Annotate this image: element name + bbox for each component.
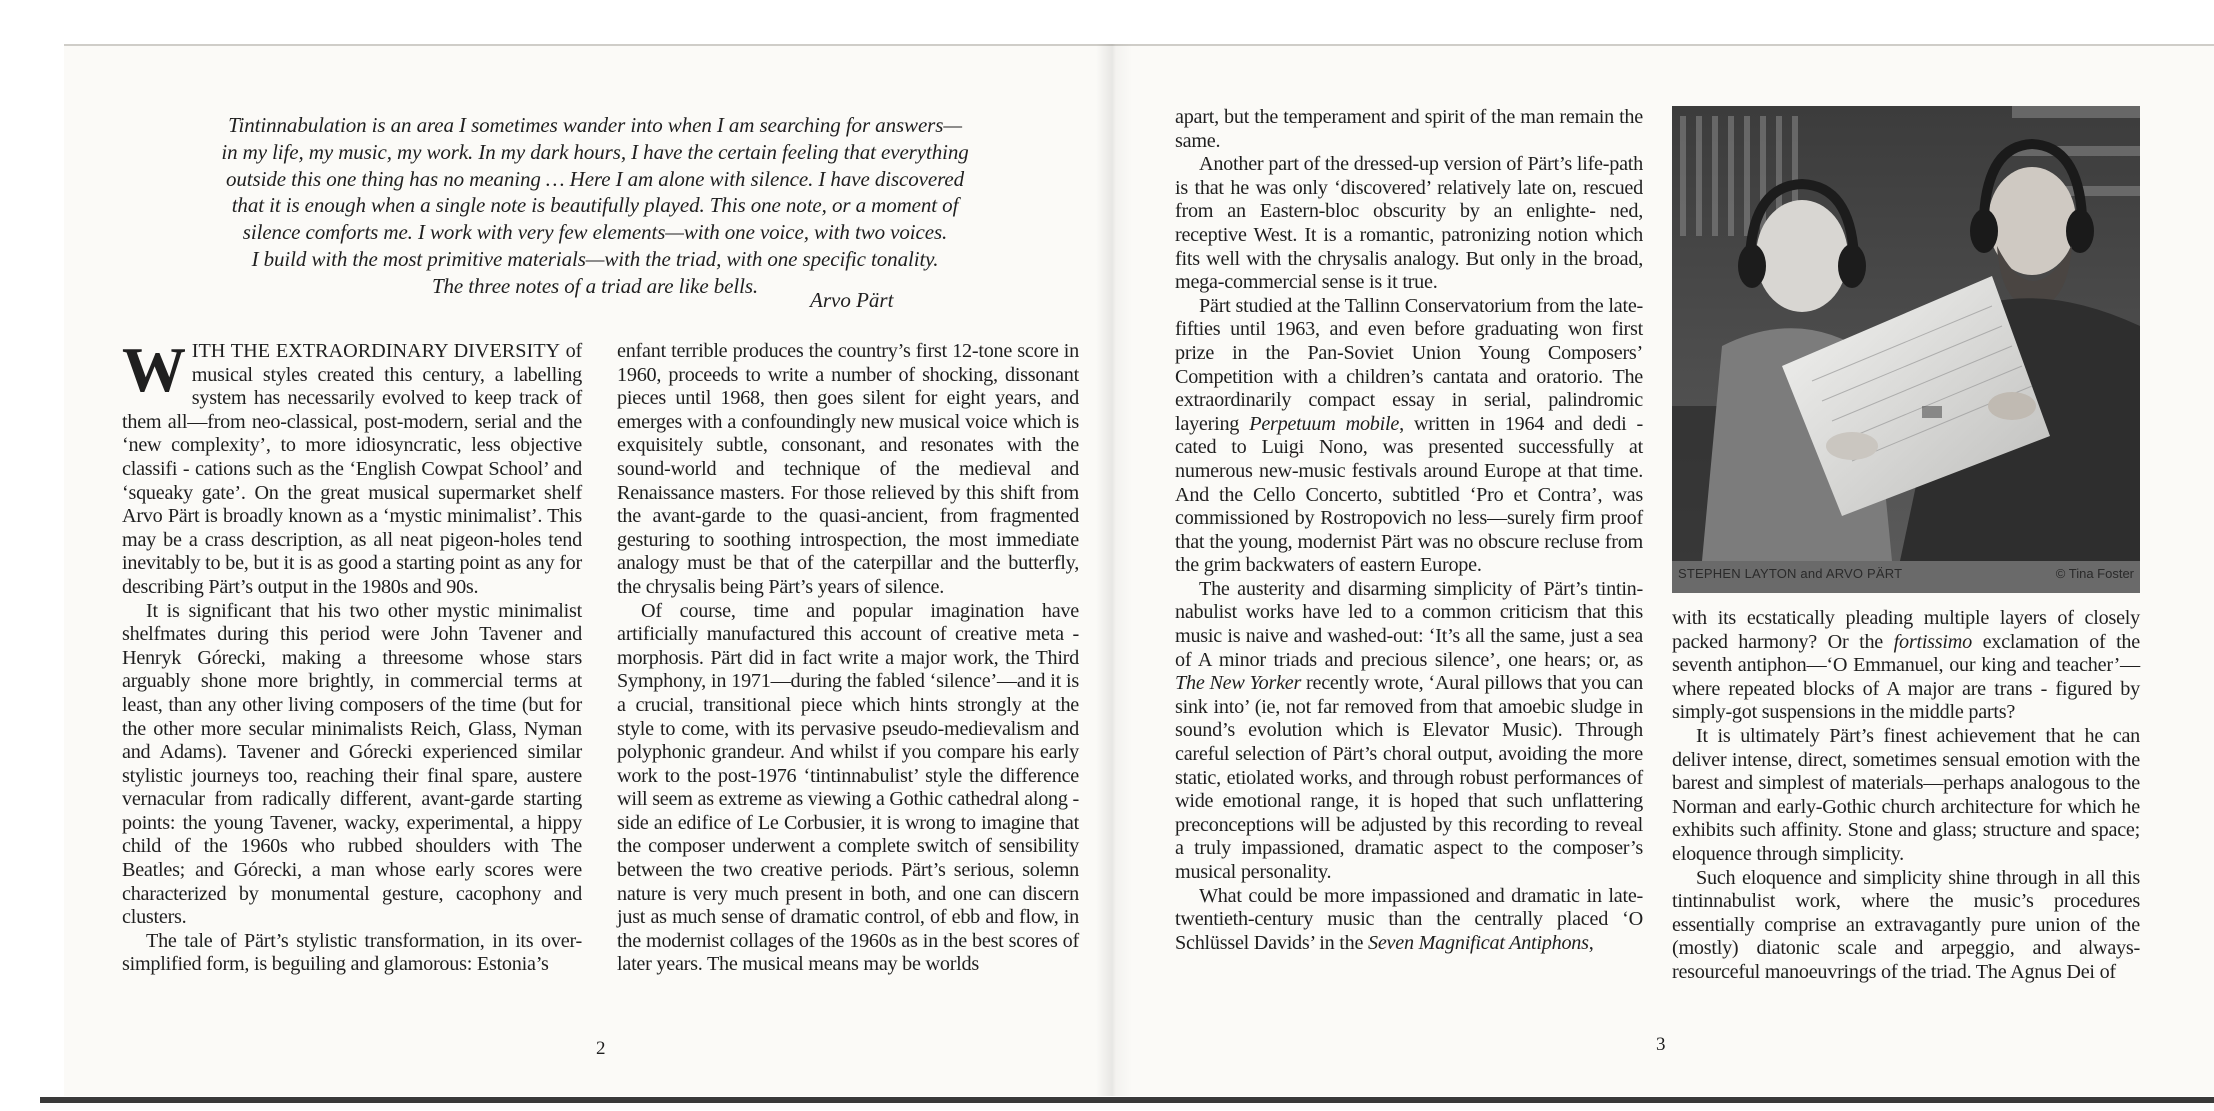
right-page-column-2 — [1672, 607, 2140, 985]
paragraph: apart, but the temperament and spirit of the man remain the same. — [1175, 106, 1643, 152]
page-number-right: 3 — [1656, 1034, 1666, 1055]
paragraph: The tale of Pärt’s stylistic transformation, in its over-simplified form, is beguiling and glamorous: Estonia’s — [122, 929, 582, 976]
paragraph-text: What could be more impassioned and dramatic in late-twentieth-century music than the centrally placed ‘O Schlüssel Davids’ in the — [1175, 884, 1643, 954]
left-page-column-1 — [122, 334, 582, 977]
paragraph: Another part of the dressed-up version of Pärt’s life-path is that he was only ‘discovered’ relatively late on, rescued from an Eastern-bloc obscurity by an enlighte- ned, receptive West. It is a romantic, patronizing notion which fits well with the chrysalis analogy. But only in the broad, mega-commercial sense is it true. — [1175, 153, 1643, 294]
paragraph — [1175, 578, 1643, 885]
paragraph — [1672, 607, 2140, 725]
photo-caption — [1672, 566, 2140, 588]
paragraph — [1175, 295, 1643, 578]
booklet-top-edge — [64, 44, 2214, 46]
page-number-left: 2 — [596, 1038, 606, 1059]
opening-small-caps: ITH THE EXTRAORDINARY DIVERSITY — [191, 340, 561, 362]
photo-caption-subjects: STEPHEN LAYTON and ARVO PÄRT — [1678, 566, 1903, 581]
paragraph: Such eloquence and simplicity shine through in all this tintinnabulist work, where the music’s procedures essentially comprise an extravagantly pure union of the (mostly) diatonic scale and arpeggio, and always- resourceful manoeuvrings of the triad. The Agnus Dei of — [1672, 866, 2140, 983]
quote-line: that it is enough when a single note is beautifully played. This one note, or a moment of — [231, 193, 959, 218]
paragraph-text: recently wrote, ‘Aural pillows that you can sink into’ (ie, not far removed from that amoebic sludge in sound’s evolution which is Elevator Music). Through careful selection of Pärt’s choral output, avoiding the more static, etiolated works, and through robust performances of wide emotional range, it is hoped that such unflattering preconceptions will be adjusted by this recording to reveal a truly impassioned, dramatic aspect to the composer’s musical personality. — [1175, 672, 1643, 883]
paragraph-text: Pärt studied at the Tallinn Conservatorium from the late-fifties until 1963, and even before graduating won first prize in the Pan-Soviet Union Young Composers’ Competition with a children’s cantata and oratorio. The extraordinarily compact essay in serial, palindromic layering — [1175, 294, 1643, 435]
paragraph: enfant terrible produces the country’s first 12-tone score in 1960, proceeds to write a number of shocking, dissonant pieces until 1968, then goes silent for eight years, and emerges with a confoundingly new musical voice which is exquisitely subtle, consonant, and resonates with the sound-world and technique of the medieval and Renaissance masters. For those relieved by this shift from the avant-garde to the quasi-ancient, from fragmented gesturing to soothing introspection, the most immediate analogy must be that of the caterpillar and the butterfly, the chrysalis being Pärt’s years of silence. — [617, 340, 1079, 598]
quote-line: in my life, my music, my work. In my dark hours, I have the certain feeling that everything — [221, 139, 969, 164]
right-page-column-1 — [1175, 106, 1643, 955]
paragraph: It is ultimately Pärt’s finest achievement that he can deliver intense, direct, sometimes sensual emotion with the barest and simplest of materials—perhaps analogous to the Norman and early-Gothic church architecture for which he exhibits such affinity. Stone and glass; structure and space; eloquence through simplicity. — [1672, 724, 2140, 865]
drop-cap: W — [122, 334, 186, 405]
quote-line: The three notes of a triad are like bells. — [431, 273, 759, 298]
paragraph-text: with its ecstatically pleading multiple layers of closely packed harmony? Or the — [1672, 607, 2140, 653]
paragraph — [1175, 885, 1643, 956]
quote-attribution: Arvo Pärt — [810, 288, 894, 312]
paragraph-text: exclamation of the seventh antiphon—‘O Emmanuel, our king and teacher’—where repeated blocks of A major are trans - figured by simply-got suspensions in the middle parts? — [1672, 630, 2140, 724]
paragraph-text: The austerity and disarming simplicity of Pärt’s tintin- nabulist works have led to a common criticism that this music is naive and washed-out: ‘It’s all the same, just a sea of A minor triads and precious silence’, one hears; or, as — [1175, 577, 1643, 671]
paragraph-text: of musical styles created this century, a labelling system has necessarily evolved to keep track of them all—from neo-classical, post-modern, serial and the ‘new complexity’, to more idiosyncratic, less objective classifi - cations such as the ‘English Cowpat School’ and ‘squeaky gate’. On the great musical supermarket shelf Arvo Pärt is broadly known as a ‘mystic minimalist’. This may be a crass description, as all neat pigeon-holes tend inevitably to be, but it is as good a starting point as any for describing Pärt’s output in the 1980s and 90s. — [122, 340, 582, 598]
paragraph — [122, 334, 582, 600]
quote-line: outside this one thing has no meaning … Here I am alone with silence. I have discovered — [225, 166, 965, 191]
quote-line: silence comforts me. I work with very few elements—with one voice, with two voices. — [242, 220, 948, 245]
work-title: Seven Magnificat Antiphons — [1367, 931, 1589, 954]
booklet-bottom-edge — [40, 1097, 2214, 1103]
musical-term: fortissimo — [1893, 630, 1972, 653]
quote-line: I build with the most primitive materials—with the triad, with one specific tonality. — [251, 246, 939, 271]
quote-line: Tintinnabulation is an area I sometimes wander into when I am searching for answers— — [228, 113, 962, 137]
work-title: Perpetuum mobile — [1249, 412, 1400, 435]
photo-illustration — [1672, 106, 2140, 561]
paragraph-text: , — [1588, 931, 1594, 954]
photo-credit: © Tina Foster — [2055, 566, 2134, 581]
booklet-spine — [1096, 44, 1132, 1096]
paragraph: It is significant that his two other mystic minimalist shelfmates during this period were John Tavener and Henryk Górecki, making a threesome whose stars arguably shone more brightly, in commercial terms at least, than any other living composers of the time (but for the other more secular minimalists Reich, Glass, Nyman and Adams). Tavener and Górecki experienced similar stylistic journeys too, reaching their final spare, austere vernacular from radically different, avant-garde starting points: the young Tavener, wacky, experimental, a hippy child of the 1960s who rubbed shoulders with The Beatles; and Górecki, a man whose early scores were characterized by monumental gesture, cacophony and clusters. — [122, 599, 582, 929]
left-page-column-2 — [617, 340, 1079, 977]
paragraph: Of course, time and popular imagination have artificially manufactured this account of creative meta - morphosis. Pärt did in fact write a major work, the Third Symphony, in 1971—during the fabled ‘silence’—and it is a crucial, transitional piece which hints strongly at the style to come, with its pervasive pseudo-medievalism and polyphonic grandeur. And whilst if you compare his early work to the post-1976 ‘tintinnabulist’ style the difference will seem as extreme as viewing a Gothic cathedral along - side an edifice of Le Corbusier, it is wrong to imagine that the composer underwent a complete switch of sensibility between the two creative periods. Pärt’s serious, solemn nature is very much present in both, and one can discern just as much sense of dramatic control, of ebb and flow, in the modernist collages of the 1960s as in the best scores of later years. The musical means may be worlds — [617, 599, 1079, 976]
publication-title: The New Yorker — [1175, 672, 1302, 695]
epigraph-quote — [190, 112, 1000, 300]
paragraph-text: , written in 1964 and dedi - cated to Luigi Nono, was presented successfully at numerous new-music festivals around Europe at that time. And the Cello Concerto, subtitled ‘Pro et Contra’, was commissioned by Rostropovich no less—surely firm proof that the young, modernist Pärt was no obscure recluse from the grim backwaters of eastern Europe. — [1175, 412, 1643, 577]
photo-layton-and-part — [1672, 106, 2140, 593]
